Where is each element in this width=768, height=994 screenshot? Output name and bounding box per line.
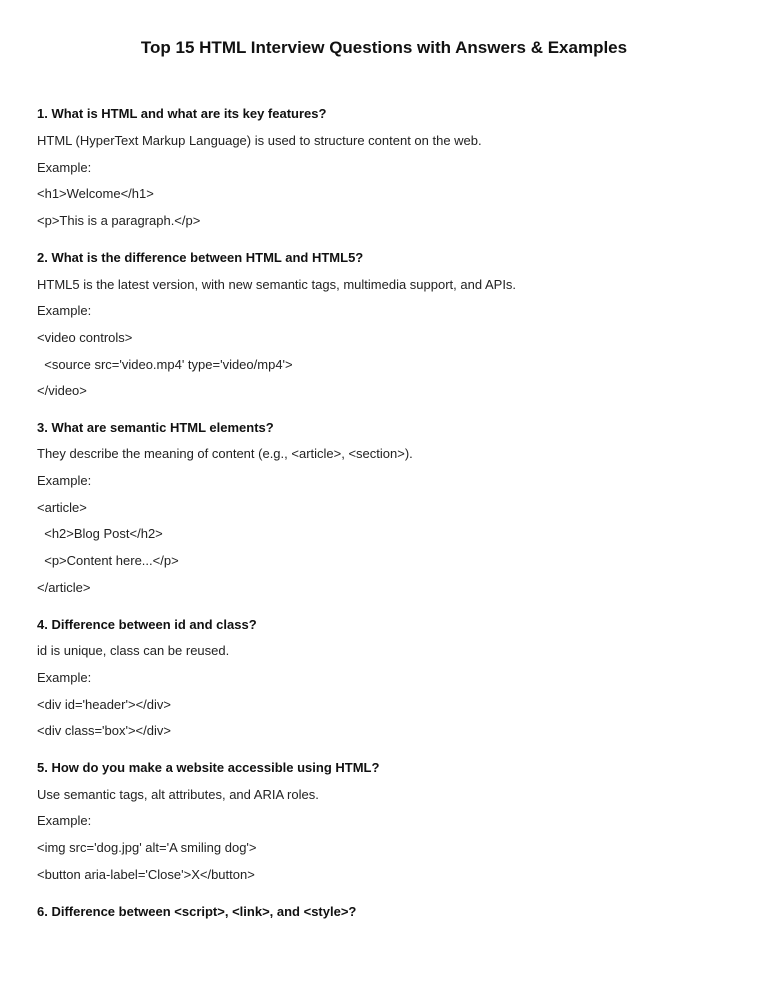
code-line: <h2>Blog Post</h2> [37,526,163,541]
question-1: 1. What is HTML and what are its key features? [37,106,327,121]
code-line: </video> [37,383,87,398]
question-5: 5. How do you make a website accessible using HTML? [37,760,380,775]
question-3: 3. What are semantic HTML elements? [37,420,274,435]
question-2: 2. What is the difference between HTML and HTML5? [37,250,364,265]
answer-1: HTML (HyperText Markup Language) is used to structure content on the web. [37,133,482,148]
code-line: </article> [37,580,91,595]
code-line: <div class='box'></div> [37,723,171,738]
code-line: <div id='header'></div> [37,697,171,712]
question-4: 4. Difference between id and class? [37,617,257,632]
code-line: <source src='video.mp4' type='video/mp4'> [37,357,293,372]
code-line: <video controls> [37,330,133,345]
example-label-3: Example: [37,473,92,488]
example-label-4: Example: [37,670,92,685]
document-title: Top 15 HTML Interview Questions with Answers & Examples [140,38,628,57]
example-label-5: Example: [37,813,92,828]
code-line: <img src='dog.jpg' alt='A smiling dog'> [37,840,257,855]
answer-2: HTML5 is the latest version, with new semantic tags, multimedia support, and APIs. [37,277,517,292]
code-line: <article> [37,500,87,515]
answer-3: They describe the meaning of content (e.g., <article>, <section>). [37,446,413,461]
code-line: <p>This is a paragraph.</p> [37,213,201,228]
code-line: <button aria-label='Close'>X</button> [37,867,255,882]
code-line: <p>Content here...</p> [37,553,179,568]
example-label-2: Example: [37,303,92,318]
example-label-1: Example: [37,160,92,175]
answer-4: id is unique, class can be reused. [37,643,230,658]
code-line: <h1>Welcome</h1> [37,186,154,201]
question-6: 6. Difference between <script>, <link>, and <style>? [37,904,357,919]
answer-5: Use semantic tags, alt attributes, and ARIA roles. [37,787,319,802]
